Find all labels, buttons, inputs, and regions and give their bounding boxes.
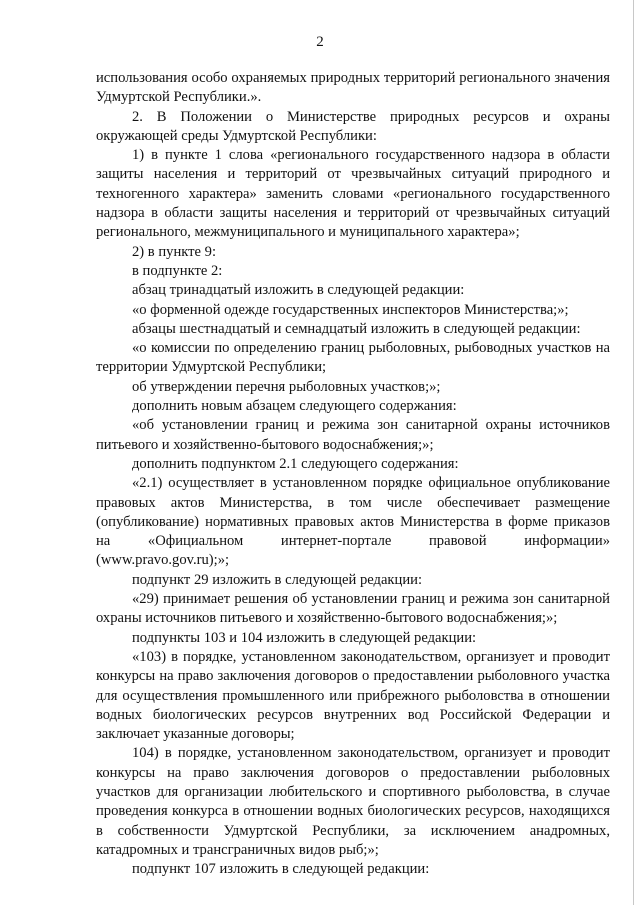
paragraph: 104) в порядке, установленном законодательством, организует и проводит конкурсы на право заключения договоров о предоставлении рыболовных участков для организации любительского и спортивного рыболовства, в случае проведения конкурса в отношении водных биологических ресурсов, находящихся в собственности Удмуртской Республики, за исключением анадромных, катадромных и трансграничных видов рыб;»; [96,745,610,858]
page-number: 2 [316,34,324,50]
paragraph: подпункт 29 изложить в следующей редакции: [132,571,423,588]
page-edge-shadow [633,0,634,905]
paragraph: 1) в пункте 1 слова «регионального государственного надзора в области защиты населения и территорий от чрезвычайных ситуаций природного и техногенного характера» заменить словами «регионального государственного надзора в области защиты населения и территорий от чрезвычайных ситуаций регионального, межмуниципального и муниципального характера»; [96,147,610,241]
paragraph: «103) в порядке, установленном законодательством, организует и проводит конкурсы на право заключения договоров о предоставлении рыболовного участка для осуществления промышленного или прибрежного рыболовства в отношении водных биологических ресурсов внутренних вод Российской Федерации и заключает указанные договоры; [96,648,610,743]
paragraph: 2) в пункте 9: [132,243,217,260]
paragraph: об утверждении перечня рыболовных участков;»; [132,378,441,395]
paragraph: использования особо охраняемых природных территорий регионального значения Удмуртской Республики.». [96,70,610,106]
paragraph: 2. В Положении о Министерстве природных ресурсов и охраны окружающей среды Удмуртской Республики: [96,108,610,144]
paragraph: «2.1) осуществляет в установленном порядке официальное опубликование правовых актов Министерства, в том числе обеспечивает размещение (опубликование) нормативных правовых актов Министерства в форме приказов на «Официальном интернет-портале правовой информации» (www.pravo.gov.ru);»; [96,475,610,569]
paragraph: подпункт 107 изложить в следующей редакции: [132,861,430,878]
paragraph: в подпункте 2: [132,262,223,279]
paragraph: «29) принимает решения об установлении границ и режима зон санитарной охраны источников питьевого и хозяйственно-бытового водоснабжения;»; [96,591,610,627]
paragraph: дополнить новым абзацем следующего содержания: [132,398,457,415]
paragraph: абзацы шестнадцатый и семнадцатый изложить в следующей редакции: [132,320,581,337]
document-body [96,69,610,879]
paragraph: «об установлении границ и режима зон санитарной охраны источников питьевого и хозяйственно-бытового водоснабжения;»; [96,417,610,453]
paragraph: «о форменной одежде государственных инспекторов Министерства;»; [132,301,569,318]
paragraph: «о комиссии по определению границ рыболовных, рыбоводных участков на территории Удмуртской Республики; [96,340,610,376]
paragraph: абзац тринадцатый изложить в следующей редакции: [132,282,465,299]
paragraph: дополнить подпунктом 2.1 следующего содержания: [132,455,459,472]
paragraph: подпункты 103 и 104 изложить в следующей редакции: [132,629,477,646]
